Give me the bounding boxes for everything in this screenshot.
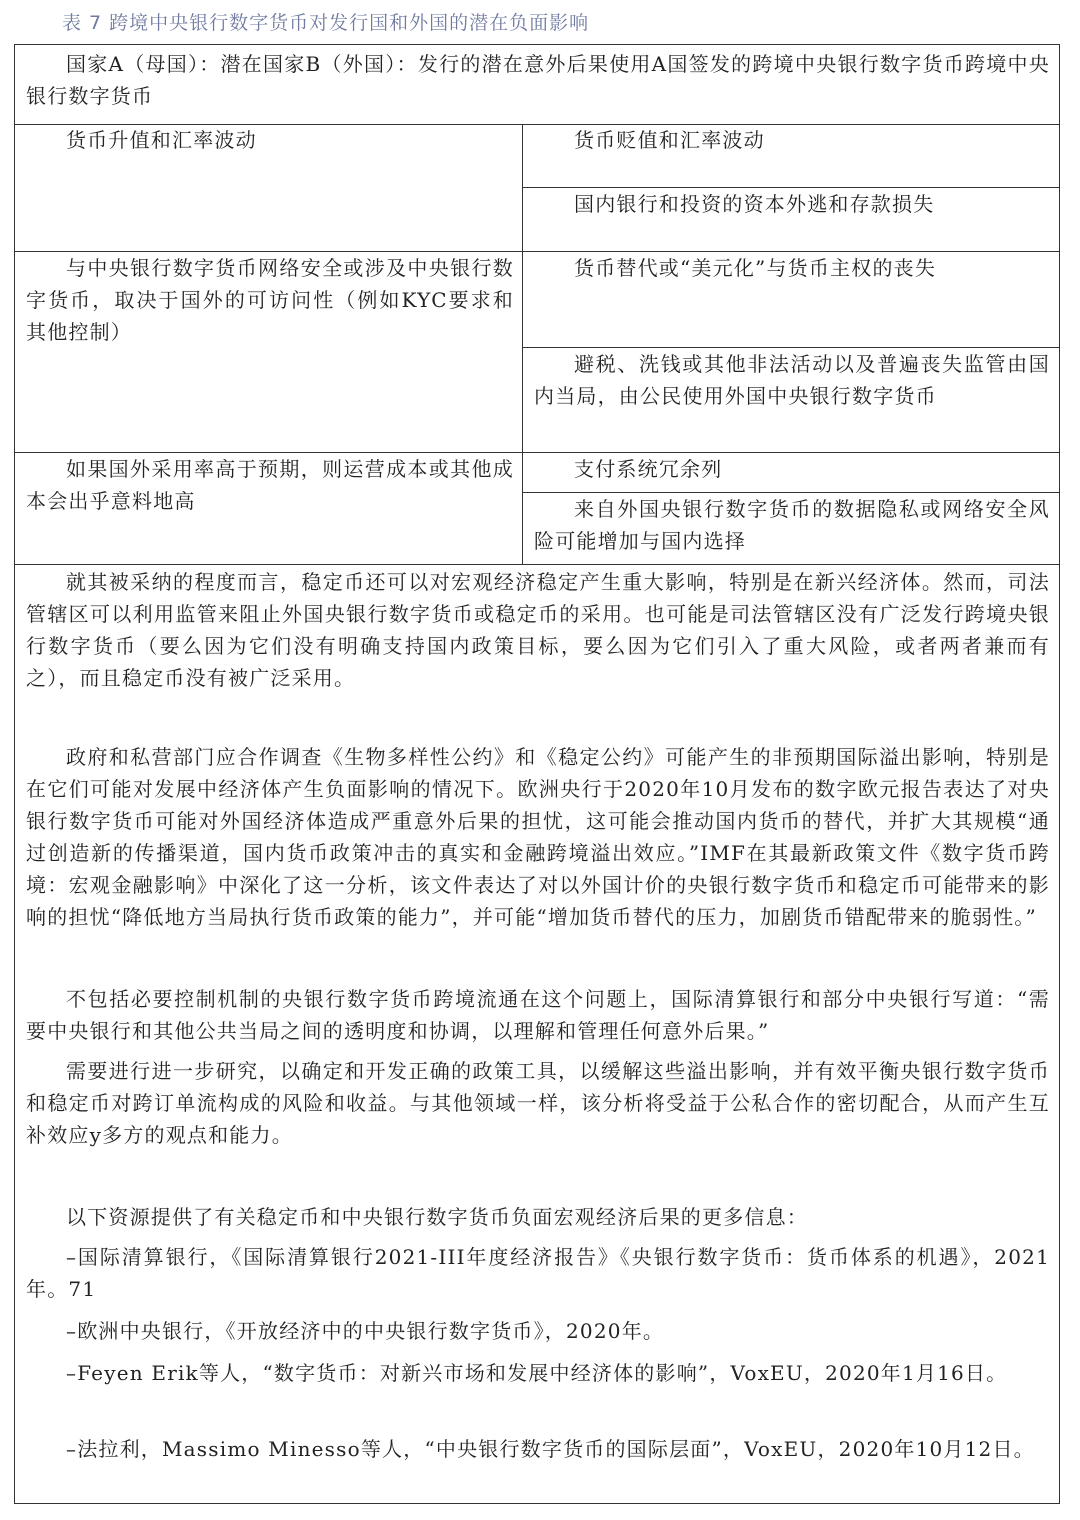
- left-cell-3: [26, 453, 514, 517]
- left-cell-1: [26, 124, 514, 156]
- resource-item-2: [26, 1315, 1050, 1347]
- row-divider: [14, 564, 1060, 565]
- body-paragraph-4: [26, 1055, 1050, 1151]
- table-header-cell: [26, 48, 1050, 112]
- resource-item-3: [26, 1357, 1050, 1389]
- resources-intro: [26, 1201, 1050, 1233]
- paragraph-text: 不包括必要控制机制的央银行数字货币跨境流通在这个问题上，国际清算银行和部分中央银行写道：“需要中央银行和其他公共当局之间的透明度和协调，以理解和管理任何意外后果。”: [26, 987, 1050, 1043]
- right-cell-text: 货币替代或“美元化”与货币主权的丧失: [574, 256, 937, 280]
- body-paragraph-3: [26, 983, 1050, 1047]
- paragraph-text: 需要进行进一步研究，以确定和开发正确的政策工具，以缓解这些溢出影响，并有效平衡央银行数字货币和稳定币对跨订单流构成的风险和收益。与其他领域一样，该分析将受益于公私合作的密切配合，从而产生互补效应y多方的观点和能力。: [26, 1059, 1050, 1147]
- right-cell-text: 来自外国央银行数字货币的数据隐私或网络安全风险可能增加与国内选择: [534, 497, 1050, 553]
- column-divider: [522, 124, 523, 564]
- right-cell-6: [534, 493, 1050, 557]
- right-cell-3: [534, 252, 1050, 284]
- paragraph-text: –法拉利，Massimo Minesso等人，“中央银行数字货币的国际层面”，VoxEU，2020年10月12日。: [66, 1437, 1035, 1461]
- right-cell-5: [534, 453, 1050, 485]
- left-cell-text: 货币升值和汇率波动: [66, 128, 257, 152]
- body-paragraph-2: [26, 741, 1050, 933]
- table-header-text: 国家A（母国）：潜在国家B（外国）：发行的潜在意外后果使用A国签发的跨境中央银行数字货币跨境中央银行数字货币: [26, 52, 1050, 108]
- paragraph-text: 就其被采纳的程度而言，稳定币还可以对宏观经济稳定产生重大影响，特别是在新兴经济体。然而，司法管辖区可以利用监管来阻止外国央银行数字货币或稳定币的采用。也可能是司法管辖区没有广泛发行跨境央银行数字货币（要么因为它们没有明确支持国内政策目标，要么因为它们引入了重大风险，或者两者兼而有之），而且稳定币没有被广泛采用。: [26, 570, 1050, 690]
- resource-item-4: [26, 1433, 1050, 1465]
- left-cell-text: 与中央银行数字货币网络安全或涉及中央银行数字货币，取决于国外的可访问性（例如KYC要求和其他控制）: [26, 256, 514, 344]
- right-cell-4: [534, 348, 1050, 412]
- resource-item-1: [26, 1241, 1050, 1305]
- left-cell-2: [26, 252, 514, 348]
- paragraph-text: –欧洲中央银行，《开放经济中的中央银行数字货币》，2020年。: [66, 1319, 665, 1343]
- right-cell-text: 支付系统冗余列: [574, 457, 723, 481]
- paragraph-text: 政府和私营部门应合作调查《生物多样性公约》和《稳定公约》可能产生的非预期国际溢出影响，特别是在它们可能对发展中经济体产生负面影响的情况下。欧洲央行于2020年10月发布的数字欧元报告表达了对央银行数字货币可能对外国经济体造成严重意外后果的担忧，这可能会推动国内货币的替代，并扩大其规模“通过创造新的传播渠道，国内货币政策冲击的真实和金融跨境溢出效应。”IMF在其最新政策文件《数字货币跨境：宏观金融影响》中深化了这一分析，该文件表达了对以外国计价的央银行数字货币和稳定币可能带来的影响的担忧“降低地方当局执行货币政策的能力”，并可能“增加货币替代的压力，加剧货币错配带来的脆弱性。”: [26, 745, 1050, 929]
- table-caption: 表 7 跨境中央银行数字货币对发行国和外国的潜在负面影响: [62, 12, 590, 34]
- left-cell-text: 如果国外采用率高于预期，则运营成本或其他成本会出乎意料地高: [26, 457, 514, 513]
- right-cell-text: 国内银行和投资的资本外逃和存款损失: [574, 192, 935, 216]
- right-cell-text: 避税、洗钱或其他非法活动以及普遍丧失监管由国内当局，由公民使用外国中央银行数字货币: [534, 352, 1050, 408]
- body-paragraph-1: [26, 566, 1050, 694]
- paragraph-text: –国际清算银行，《国际清算银行2021-III年度经济报告》《央银行数字货币：货币体系的机遇》，2021年。71: [26, 1245, 1050, 1301]
- paragraph-text: –Feyen Erik等人，“数字货币：对新兴市场和发展中经济体的影响”，VoxEU，2020年1月16日。: [66, 1361, 1008, 1385]
- right-cell-text: 货币贬值和汇率波动: [574, 128, 765, 152]
- right-cell-1: [534, 124, 1050, 156]
- right-cell-2: [534, 188, 1050, 220]
- paragraph-text: 以下资源提供了有关稳定币和中央银行数字货币负面宏观经济后果的更多信息：: [66, 1205, 808, 1229]
